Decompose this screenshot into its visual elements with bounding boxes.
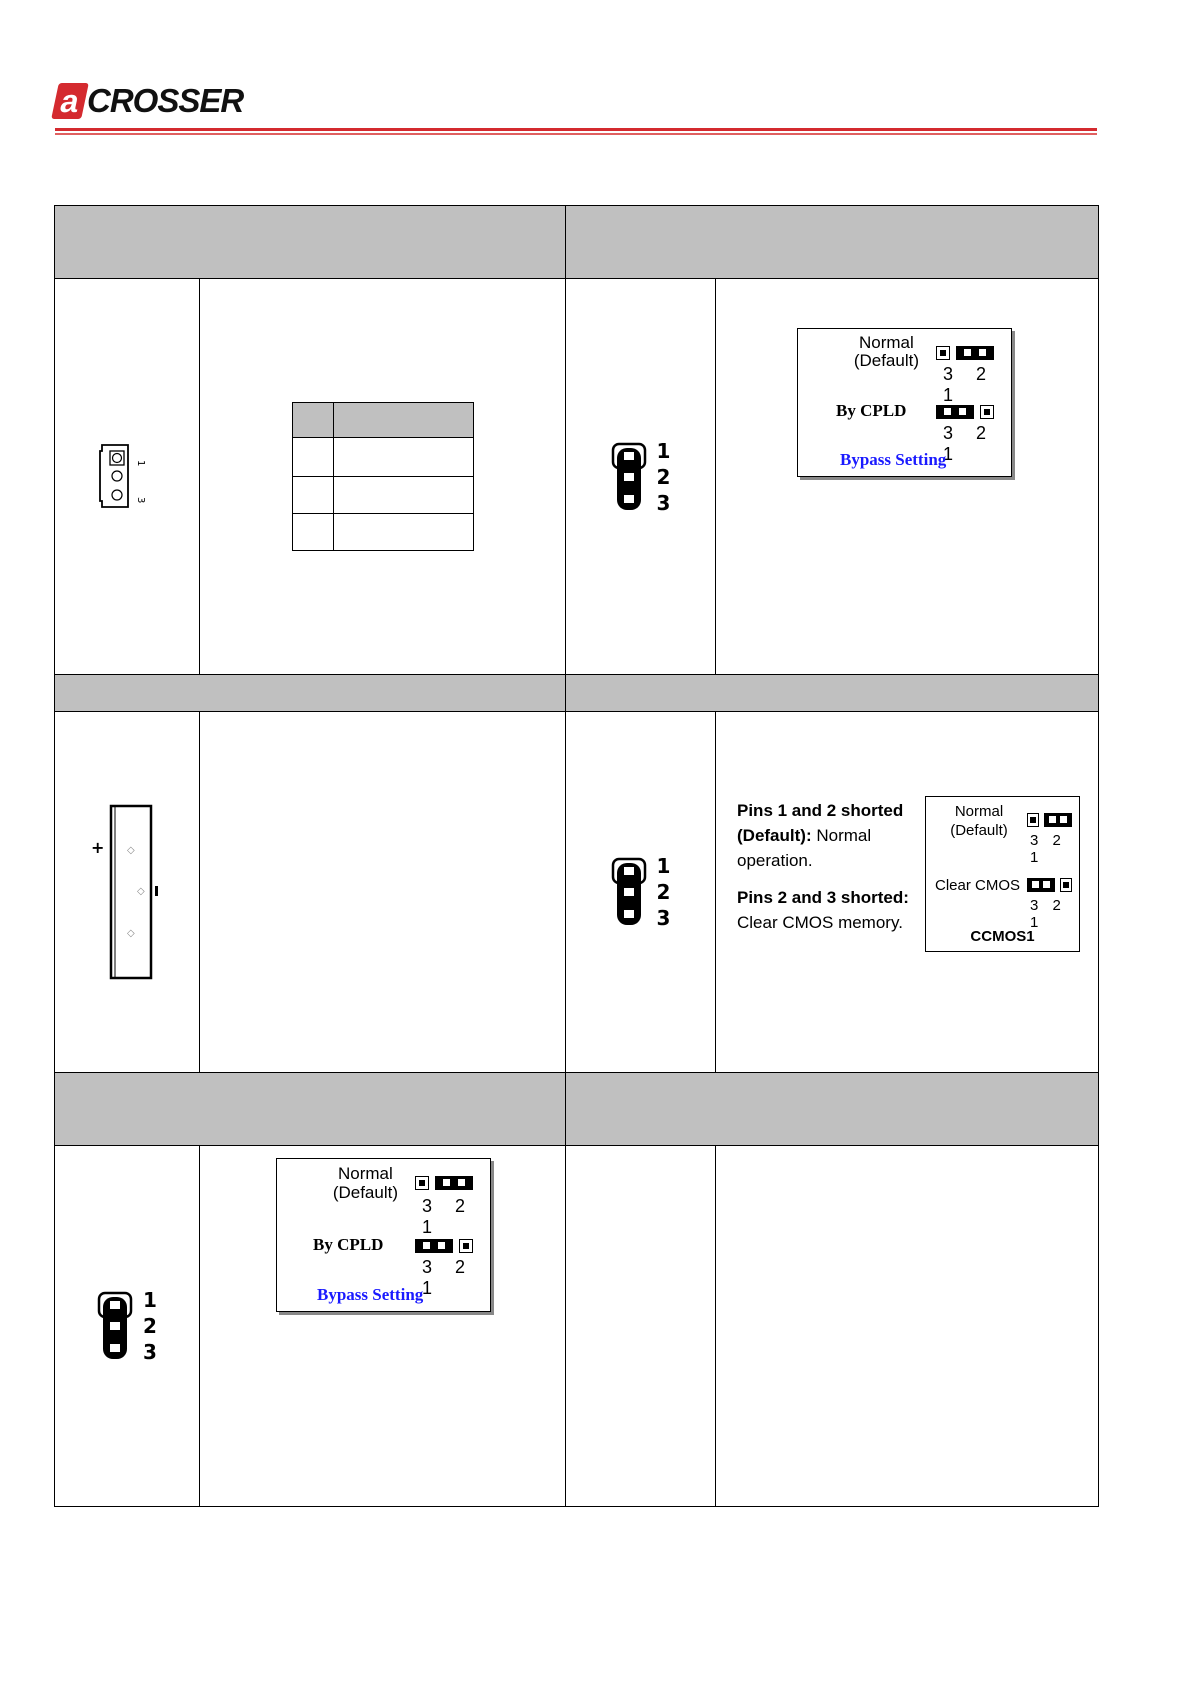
jumper-cap-icon (415, 1239, 453, 1253)
normal-label: Normal (859, 333, 914, 352)
pins-label: 3 2 1 (422, 1196, 475, 1237)
clear-cmos-label: Clear CMOS (935, 877, 1021, 894)
ccmos-line2-text: Normal (811, 826, 872, 845)
pin-header-signal (334, 403, 473, 438)
pins-label: 3 2 1 (943, 364, 996, 405)
logo-mark: a (51, 83, 89, 119)
clear-pins-label: 3 2 1 (1030, 897, 1066, 931)
default-label: (Default) (853, 351, 919, 370)
jumper-icon (611, 442, 647, 512)
section-header-1-left (55, 206, 566, 279)
cpld-label: By CPLD (313, 1235, 384, 1254)
ccmos-jumper-cell (566, 712, 716, 1073)
ccmos-normal-label: Normal (954, 803, 1004, 820)
acrosser-logo (55, 80, 243, 122)
bypass-jumper-cell-top (566, 279, 716, 675)
bypass-setting-cell-bottom (200, 1146, 566, 1507)
pin-assignment-table (292, 402, 474, 551)
ccmos-line2-bold: (Default): (737, 826, 812, 845)
power-connector-cell (55, 712, 200, 1073)
section-header-2-left (55, 675, 566, 712)
pin-row-1-signal (334, 438, 473, 477)
jumper-cap-icon (435, 1176, 473, 1190)
jumper-num-1: 1 (656, 438, 671, 463)
default-label: (Default) (332, 1183, 398, 1202)
three-pin-connector-icon (92, 441, 162, 513)
ccmos-setting-cell (716, 712, 1099, 1073)
svg-text:◇: ◇ (127, 845, 135, 856)
ccmos-pins-label: 3 2 1 (1030, 832, 1066, 866)
power-connector-icon (87, 802, 167, 982)
pin-header-no (292, 403, 334, 438)
jumper-num-2: 2 (656, 880, 671, 904)
cpld-label: By CPLD (836, 401, 907, 420)
bypass-caption: Bypass Setting (317, 1285, 424, 1304)
ccmos-line5: Clear CMOS memory. (737, 913, 903, 932)
jumper-num-2: 2 (656, 464, 671, 489)
cpld-pins-label: 3 2 1 (422, 1257, 475, 1298)
jumper-num-1: 1 (656, 854, 671, 878)
jumper-table (54, 205, 1099, 1507)
empty-jumper-cell (566, 1146, 716, 1507)
section-header-1-right (566, 206, 1099, 279)
jumper-cap-icon (956, 346, 994, 360)
ccmos-default-label: (Default) (950, 822, 1008, 839)
pin-1-label: 1 (135, 459, 146, 466)
empty-desc-cell (716, 1146, 1099, 1507)
ccmos-line1: Pins 1 and 2 shorted (737, 801, 904, 820)
section-header-2-right (566, 675, 1099, 712)
svg-text:◇: ◇ (137, 886, 145, 897)
pin-row-2-signal (334, 477, 473, 514)
ccmos-line3: operation. (737, 851, 813, 870)
normal-label: Normal (338, 1164, 393, 1183)
bypass-setting-box (276, 1158, 491, 1312)
jumper-num-3: 3 (656, 906, 671, 930)
pin-3-label: 3 (135, 496, 146, 503)
pin-row-1-no (292, 438, 334, 477)
bypass-jumper-cell-bottom (55, 1146, 200, 1507)
jumper-num-1: 1 (143, 1288, 157, 1312)
pin-table-cell (200, 279, 566, 675)
jumper-cap-icon (1027, 878, 1055, 892)
pin-row-3-signal (334, 514, 473, 551)
jumper-num-2: 2 (143, 1314, 157, 1338)
ccmos-caption: CCMOS1 (970, 928, 1035, 945)
ccmos-setting-box (925, 796, 1080, 952)
svg-text:◇: ◇ (127, 928, 135, 939)
pin-row-2-no (292, 477, 334, 514)
jumper-pin-header-icon (611, 853, 671, 931)
cpld-pins-label: 3 2 1 (943, 423, 996, 464)
jumper-cap-icon (936, 405, 974, 419)
header-rule-top (55, 128, 1097, 131)
bypass-setting-cell-top (716, 279, 1099, 675)
bypass-setting-box (797, 328, 1012, 477)
plus-label: + (91, 838, 105, 857)
jumper-icon (611, 857, 647, 927)
fan-connector-cell (55, 279, 200, 675)
logo-text: CROSSER (87, 82, 244, 119)
jumper-cap-icon (1044, 813, 1072, 827)
jumper-icon (97, 1291, 133, 1361)
section-header-3-left (55, 1073, 566, 1146)
ccmos-line4: Pins 2 and 3 shorted: (737, 888, 909, 907)
section-header-3-right (566, 1073, 1099, 1146)
header-rule-bottom (55, 133, 1097, 135)
jumper-num-3: 3 (656, 490, 671, 515)
jumper-pin-header-icon (97, 1287, 157, 1365)
ccmos-description (737, 798, 917, 935)
jumper-num-3: 3 (143, 1340, 157, 1364)
jumper-pin-header-icon (611, 438, 671, 516)
pin-row-3-no (292, 514, 334, 551)
power-desc-cell (200, 712, 566, 1073)
bypass-caption: Bypass Setting (840, 450, 947, 469)
